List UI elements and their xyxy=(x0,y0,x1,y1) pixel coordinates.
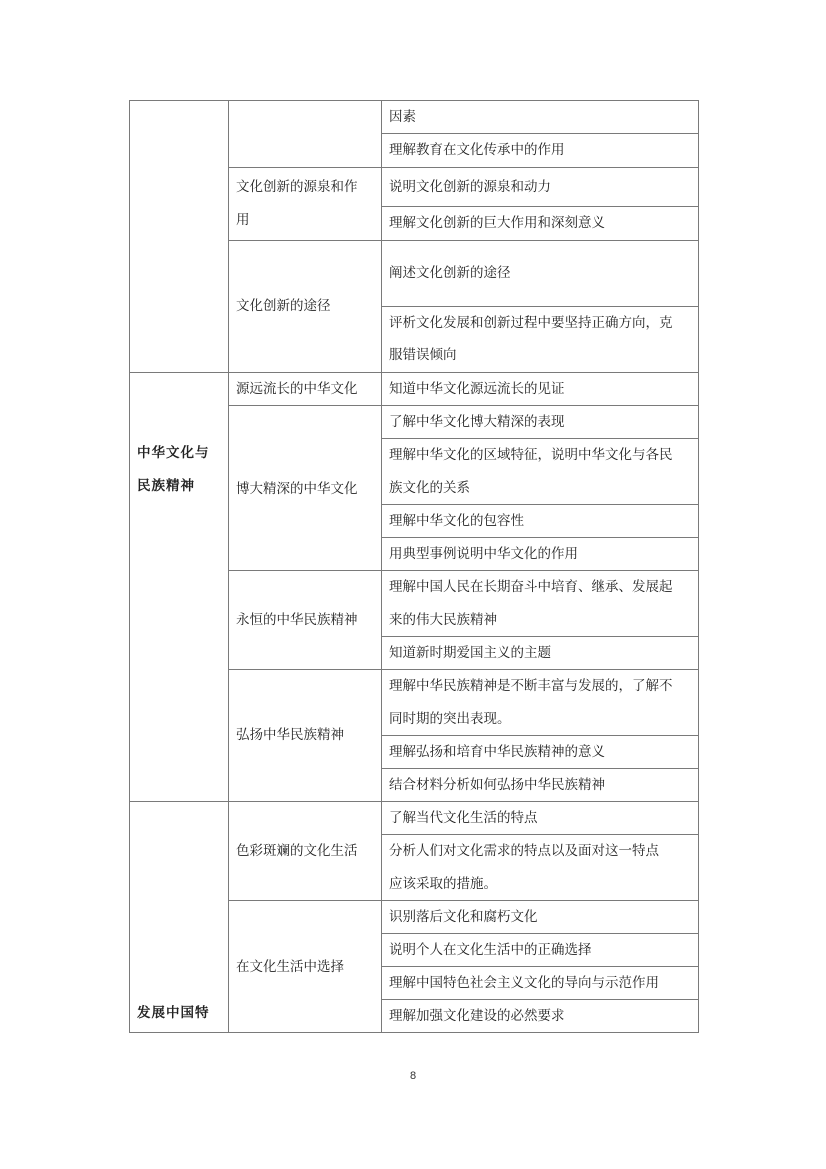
item-cell: 阐述文化创新的途径 xyxy=(389,265,511,281)
item-cell: 理解弘扬和培育中华民族精神的意义 xyxy=(389,744,605,760)
item-cell: 理解中国特色社会主义文化的导向与示范作用 xyxy=(389,975,659,991)
item-cell: 理解加强文化建设的必然要求 xyxy=(389,1008,565,1024)
item-cell: 理解中国人民在长期奋斗中培育、继承、发展起 xyxy=(389,579,673,595)
row-divider xyxy=(381,206,699,207)
row-divider xyxy=(381,735,699,736)
item-cell: 服错误倾向 xyxy=(389,347,457,363)
topic-cell: 色彩斑斓的文化生活 xyxy=(236,843,358,859)
table-border-top xyxy=(129,100,699,101)
section-divider xyxy=(129,372,699,373)
item-cell: 分析人们对文化需求的特点以及面对这一特点 xyxy=(389,843,659,859)
item-cell: 同时期的突出表现。 xyxy=(389,711,511,727)
row-divider xyxy=(381,768,699,769)
column-divider xyxy=(228,100,229,1033)
item-cell: 用典型事例说明中华文化的作用 xyxy=(389,546,578,562)
item-cell: 说明文化创新的源泉和动力 xyxy=(389,179,551,195)
table-border-right xyxy=(698,100,699,1033)
item-cell: 说明个人在文化生活中的正确选择 xyxy=(389,942,592,958)
topic-cell: 博大精深的中华文化 xyxy=(236,481,358,497)
item-cell: 了解当代文化生活的特点 xyxy=(389,810,538,826)
topic-cell: 弘扬中华民族精神 xyxy=(236,727,344,743)
item-cell: 因素 xyxy=(389,109,416,125)
item-cell: 理解文化创新的巨大作用和深刻意义 xyxy=(389,215,605,231)
row-divider xyxy=(381,933,699,934)
topic-cell: 永恒的中华民族精神 xyxy=(236,612,358,628)
row-divider xyxy=(381,504,699,505)
row-divider xyxy=(381,306,699,307)
item-cell: 理解中华民族精神是不断丰富与发展的，了解不 xyxy=(389,678,673,694)
item-cell: 评析文化发展和创新过程中要坚持正确方向，克 xyxy=(389,315,673,331)
item-cell: 识别落后文化和腐朽文化 xyxy=(389,909,538,925)
item-cell: 来的伟大民族精神 xyxy=(389,612,497,628)
row-divider xyxy=(381,537,699,538)
topic-cell: 源远流长的中华文化 xyxy=(236,381,358,397)
row-divider xyxy=(381,966,699,967)
item-cell: 知道新时期爱国主义的主题 xyxy=(389,645,551,661)
row-divider xyxy=(381,636,699,637)
topic-cell: 文化创新的源泉和作 xyxy=(236,179,358,195)
topic-cell: 在文化生活中选择 xyxy=(236,959,344,975)
theme-cell: 发展中国特 xyxy=(137,1005,210,1021)
row-divider xyxy=(228,900,699,901)
table-border-left xyxy=(129,100,130,1033)
row-divider xyxy=(381,999,699,1000)
theme-cell: 民族精神 xyxy=(137,478,195,494)
item-cell: 族文化的关系 xyxy=(389,480,470,496)
section-divider xyxy=(129,801,699,802)
topic-cell: 文化创新的途径 xyxy=(236,298,331,314)
row-divider xyxy=(228,570,699,571)
topic-cell: 用 xyxy=(236,212,250,228)
item-cell: 了解中华文化博大精深的表现 xyxy=(389,414,565,430)
row-divider xyxy=(381,438,699,439)
row-divider xyxy=(228,240,699,241)
row-divider xyxy=(381,834,699,835)
item-cell: 应该采取的措施。 xyxy=(389,876,497,892)
item-cell: 知道中华文化源远流长的见证 xyxy=(389,381,565,397)
item-cell: 理解中华文化的区域特征，说明中华文化与各民 xyxy=(389,447,673,463)
item-cell: 结合材料分析如何弘扬中华民族精神 xyxy=(389,777,605,793)
theme-cell: 中华文化与 xyxy=(137,445,210,461)
table-border-bottom xyxy=(129,1032,699,1033)
item-cell: 理解中华文化的包容性 xyxy=(389,513,524,529)
row-divider xyxy=(228,167,699,168)
row-divider xyxy=(228,405,699,406)
row-divider xyxy=(381,133,699,134)
row-divider xyxy=(228,669,699,670)
item-cell: 理解教育在文化传承中的作用 xyxy=(389,142,565,158)
column-divider xyxy=(381,100,382,1033)
page-number: 8 xyxy=(409,1070,417,1082)
